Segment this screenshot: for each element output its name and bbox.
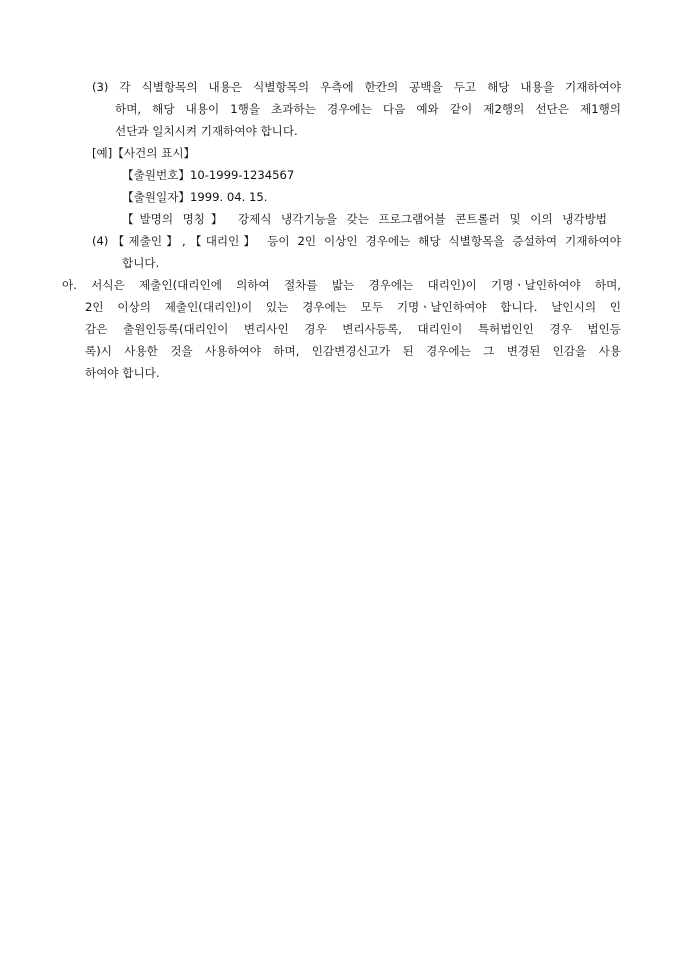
item-4-line-2: 합니다. bbox=[122, 256, 160, 270]
example-invention-title: 【발명의 명칭】 강제식 냉각기능을 갖는 프로그램어블 콘트롤러 및 이의 냉각방법 bbox=[122, 212, 607, 226]
item-a-line-4: 록)시 사용한 것을 사용하여야 하며, 인감변경신고가 된 경우에는 그 변경된 인감을 사용 bbox=[85, 344, 621, 358]
example-application-date: 【출원일자】1999. 04. 15. bbox=[122, 190, 268, 204]
item-a-line-5: 하여야 합니다. bbox=[85, 366, 160, 380]
example-label: [예]【사건의 표시】 bbox=[92, 146, 196, 160]
item-a-line-1: 아. 서식은 제출인(대리인에 의하여 절차를 밟는 경우에는 대리인)이 기명ㆍ날인하여야 하며, bbox=[62, 278, 621, 292]
item-4-line-1: (4)【제출인】,【대리인】 등이 2인 이상인 경우에는 해당 식별항목을 증설하여 기재하여야 bbox=[92, 234, 621, 248]
item-3-line-1: (3) 각 식별항목의 내용은 식별항목의 우측에 한칸의 공백을 두고 해당 내용을 기재하여야 bbox=[92, 80, 621, 94]
example-application-number: 【출원번호】10-1999-1234567 bbox=[122, 168, 295, 182]
item-3-line-2: 하며, 해당 내용이 1행을 초과하는 경우에는 다음 예와 같이 제2행의 선단은 제1행의 bbox=[115, 102, 621, 116]
item-a-line-3: 감은 출원인등록(대리인이 변리사인 경우 변리사등록, 대리인이 특허법인인 경우 법인등 bbox=[85, 322, 621, 336]
item-3-line-3: 선단과 일치시켜 기재하여야 합니다. bbox=[115, 124, 298, 138]
item-a-line-2: 2인 이상의 제출인(대리인)이 있는 경우에는 모두 기명ㆍ날인하여야 합니다. 날인시의 인 bbox=[85, 300, 621, 314]
